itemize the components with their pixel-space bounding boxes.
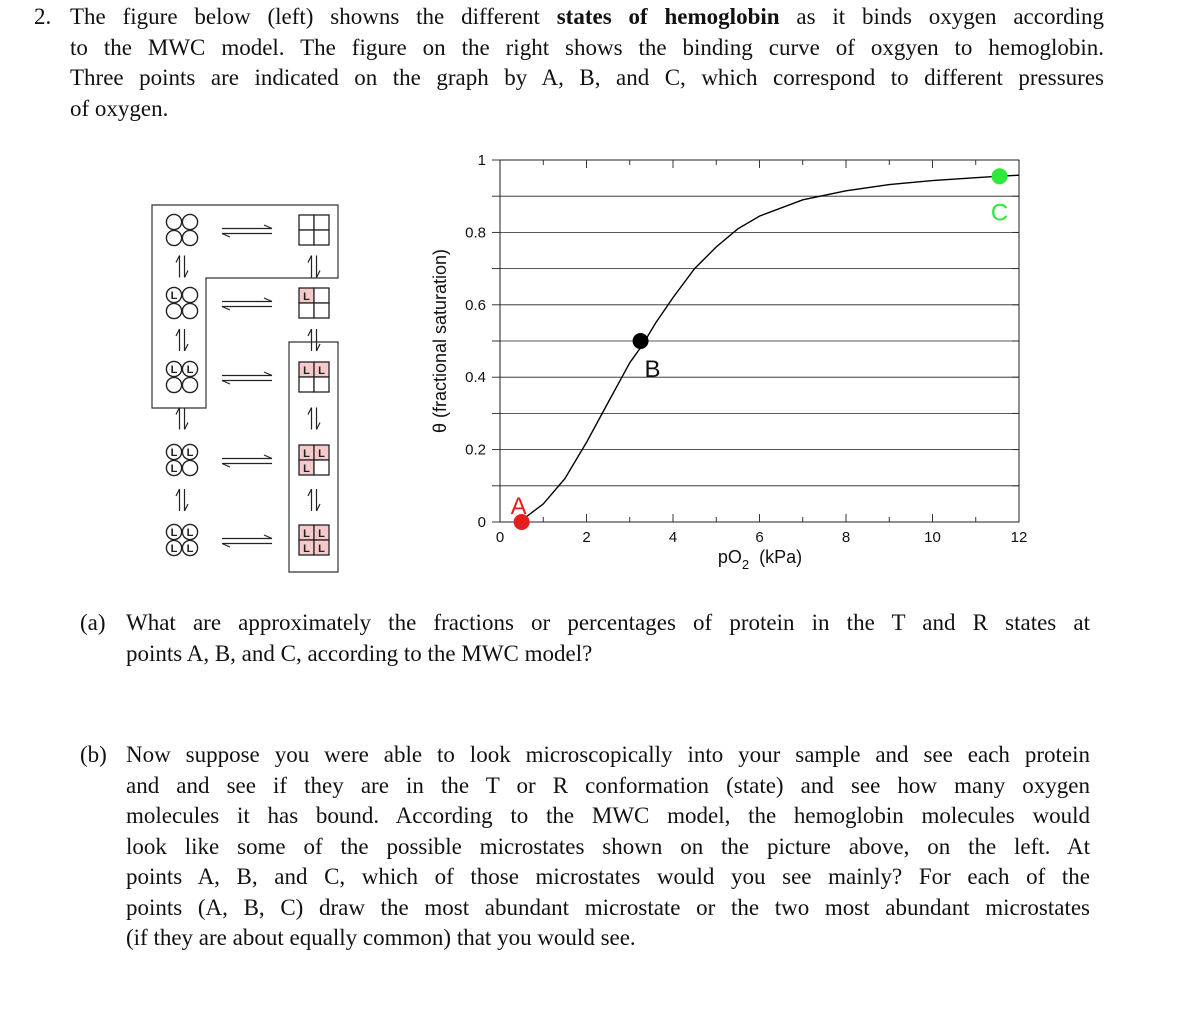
ligand-label: L [318, 543, 325, 555]
oxygen-binding-chart [410, 140, 1050, 580]
ligand-label: L [303, 291, 310, 303]
x-tick-label: 4 [668, 529, 678, 546]
subunit-square [314, 230, 329, 245]
t-state-4-bound [166, 524, 197, 555]
y-axis-label: θ (fractional saturation) [430, 248, 450, 434]
t-state-2-bound [166, 361, 197, 392]
question-intro [34, 2, 1104, 124]
mwc-states-diagram [140, 195, 350, 580]
ligand-label: L [170, 463, 178, 475]
subunit-square [299, 215, 314, 230]
point-c [992, 168, 1008, 184]
ligand-label: L [170, 527, 178, 539]
ligand-label: L [186, 527, 194, 539]
subunit-square [299, 303, 314, 318]
ligand-label: L [170, 290, 178, 302]
t-state-3-bound [166, 444, 197, 475]
ligand-label: L [303, 448, 310, 460]
subunit-square [314, 377, 329, 392]
ligand-label: L [318, 448, 325, 460]
intro-line-1: The figure below (left) showns the different states of hemoglobin as it binds oxygen according [70, 4, 1104, 29]
subunit-square [314, 303, 329, 318]
subunit-square [314, 288, 329, 303]
x-tick-label: 2 [582, 529, 591, 546]
subunit-circle [182, 377, 197, 392]
part-a-line: What are approximately the fractions or percentages of protein in the T and R states at [126, 610, 1090, 635]
r-state-2-bound [299, 362, 329, 392]
part-b [80, 740, 1090, 954]
binding-curve-line [520, 175, 1020, 522]
ligand-label: L [303, 365, 310, 377]
y-tick-label: 0.8 [465, 224, 486, 242]
subunit-square [314, 460, 329, 475]
part-b-line: points (A, B, C) draw the most abundant microstate or the two most abundant microstates [126, 894, 1090, 920]
r-state-4-bound [299, 525, 329, 555]
t-state-1-bound [166, 287, 197, 318]
ligand-label: L [170, 447, 178, 459]
subunit-square [314, 215, 329, 230]
r-state-3-bound [299, 445, 329, 475]
intro-line-4: of oxygen. [70, 95, 169, 121]
part-b-line: Now suppose you were able to look microscopically into your sample and see each protein [126, 742, 1090, 767]
x-tick-label: 10 [924, 529, 941, 546]
y-tick-label: 0.6 [465, 296, 486, 314]
subunit-circle [166, 230, 181, 245]
x-axis-label: $pO_2$ (kPa) [717, 547, 803, 572]
point-label-b: B [644, 356, 661, 383]
subunit-circle [182, 460, 197, 475]
question-number: 2. [34, 4, 52, 29]
part-a [80, 608, 1090, 669]
y-tick-label: 0.2 [465, 441, 486, 459]
y-tick-label: 1 [477, 152, 486, 169]
part-b-label: (b) [80, 742, 107, 767]
ligand-label: L [170, 543, 178, 555]
part-a-line: points A, B, and C, according to the MWC model? [126, 640, 593, 666]
y-tick-label: 0.4 [465, 369, 486, 387]
r-state-0-bound [299, 215, 329, 245]
x-tick-label: 8 [841, 529, 851, 546]
intro-bold-term: states of hemoglobin [556, 4, 780, 29]
ligand-label: L [170, 364, 178, 376]
ligand-label: L [303, 543, 310, 555]
subunit-circle [166, 214, 181, 229]
subunit-circle [182, 303, 197, 318]
x-tick-label: 12 [1010, 529, 1028, 546]
intro-line-2: to the MWC model. The figure on the right shows the binding curve of oxgyen to hemoglobin. [70, 34, 1104, 60]
ligand-label: L [303, 463, 310, 475]
ligand-label: L [318, 528, 325, 540]
r-state-1-bound [299, 288, 329, 318]
subunit-square [299, 377, 314, 392]
ligand-label: L [318, 365, 325, 377]
y-tick-label: 0 [477, 514, 486, 531]
subunit-circle [182, 214, 197, 229]
intro-line-3: Three points are indicated on the graph by A, B, and C, which correspond to different pressures [70, 65, 1104, 90]
part-b-line: (if they are about equally common) that you would see. [126, 925, 636, 950]
t-state-0-bound [166, 214, 197, 245]
ligand-label: L [303, 528, 310, 540]
subunit-square [299, 230, 314, 245]
point-label-c: C [990, 199, 1009, 227]
ligand-label: L [186, 364, 194, 376]
point-label-a: A [510, 493, 527, 520]
part-b-line: molecules it has bound. According to the MWC model, the hemoglobin molecules would [126, 803, 1090, 828]
x-tick-label: 6 [755, 529, 764, 546]
x-tick-label: 0 [495, 529, 505, 546]
subunit-circle [182, 287, 197, 302]
part-a-label: (a) [80, 610, 106, 635]
point-b [633, 333, 649, 349]
part-b-line: and and see if they are in the T or R conformation (state) and see how many oxygen [126, 772, 1090, 798]
ligand-label: L [186, 447, 194, 459]
ligand-label: L [186, 543, 194, 555]
subunit-circle [166, 303, 181, 318]
part-b-line: look like some of the possible microstates shown on the picture above, on the left. At [126, 833, 1090, 859]
part-b-line: points A, B, and C, which of those microstates would you see mainly? For each of the [126, 864, 1090, 889]
subunit-circle [182, 230, 197, 245]
subunit-circle [166, 377, 181, 392]
